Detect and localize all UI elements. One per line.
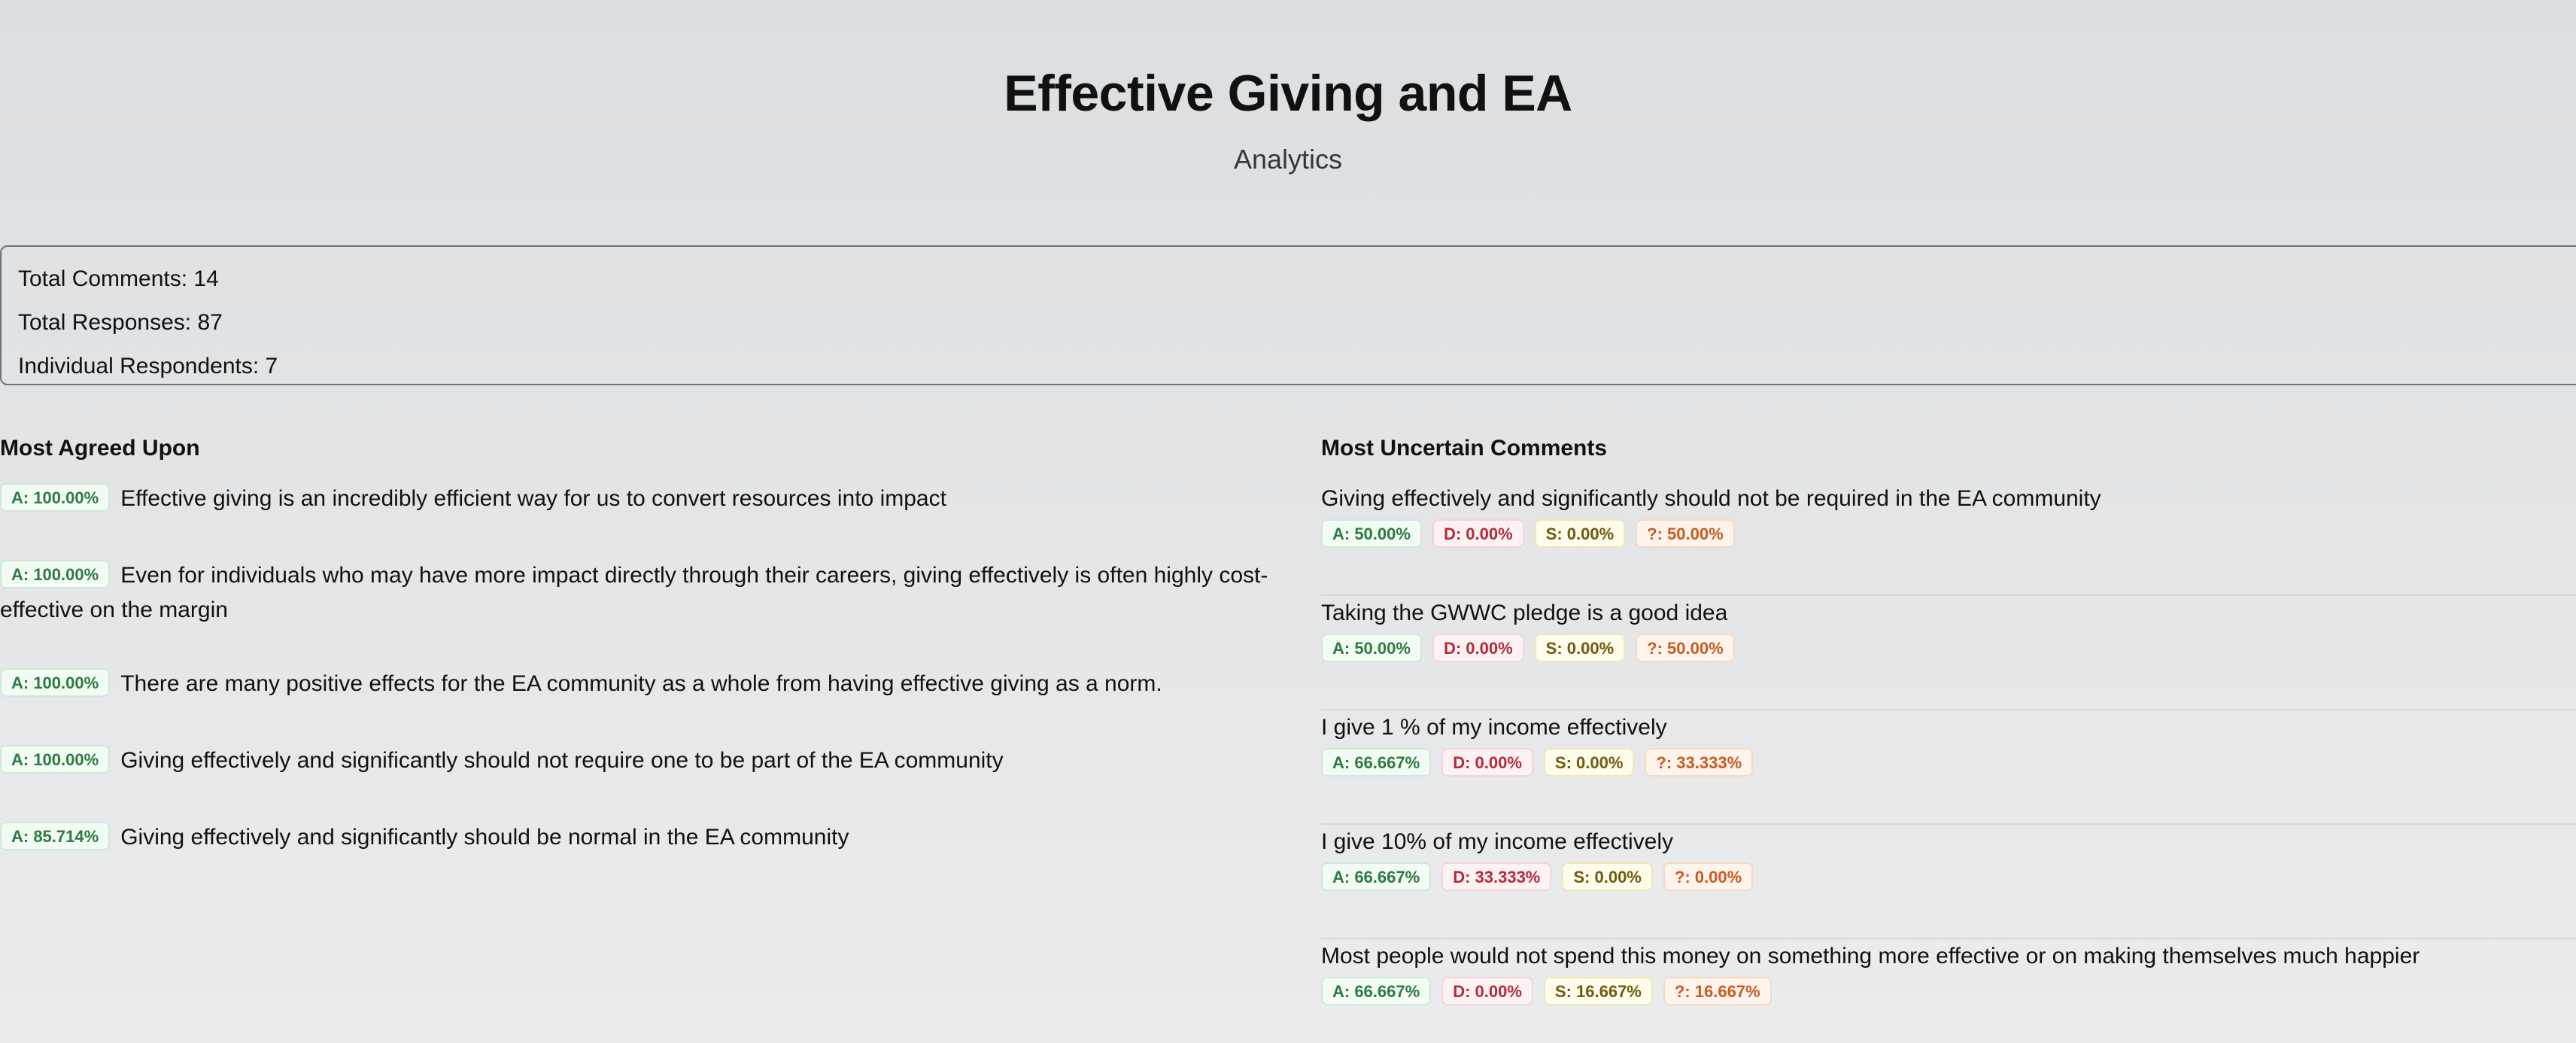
- uncertain-item: [1321, 825, 2576, 939]
- vote-badges: [1321, 862, 2576, 891]
- agree-badge: A: 100.00%: [0, 668, 110, 697]
- agree-badge: A: 50.00%: [1321, 634, 1422, 662]
- agree-badge: A: 100.00%: [0, 745, 110, 774]
- disagree-badge: D: 0.00%: [1441, 977, 1533, 1005]
- agreed-item: [0, 482, 1279, 516]
- agreed-item: [0, 558, 1279, 628]
- disagree-badge: D: 0.00%: [1441, 748, 1533, 777]
- disagree-badge: D: 0.00%: [1432, 634, 1524, 662]
- uncertain-item-text: I give 10% of my income effectively: [1321, 829, 1673, 854]
- skip-badge: S: 0.00%: [1562, 862, 1653, 891]
- vote-badges: [1321, 634, 2576, 662]
- page-title: Effective Giving and EA: [1004, 65, 1572, 122]
- uncertain-item: [1321, 482, 2576, 596]
- agree-badge: A: 50.00%: [1321, 519, 1422, 548]
- vote-badges: [1321, 519, 2576, 548]
- agree-badge: A: 66.667%: [1321, 862, 1431, 891]
- page-header: [0, 0, 2576, 176]
- vote-badges: [1321, 748, 2576, 777]
- unsure-badge: ?: 50.00%: [1636, 519, 1735, 548]
- skip-badge: S: 0.00%: [1535, 519, 1626, 548]
- uncertain-list: [1321, 482, 2576, 1043]
- agree-badge: A: 66.667%: [1321, 748, 1431, 777]
- agreed-item: [0, 743, 1279, 778]
- skip-badge: S: 0.00%: [1535, 634, 1626, 662]
- agree-badge: A: 100.00%: [0, 560, 110, 588]
- total-responses-stat: Total Responses: 87: [18, 310, 223, 335]
- uncertain-item: [1321, 596, 2576, 710]
- unsure-badge: ?: 50.00%: [1636, 634, 1735, 662]
- unsure-badge: ?: 33.333%: [1645, 748, 1753, 777]
- uncertain-item-text: Giving effectively and significantly should not be required in the EA community: [1321, 486, 2101, 511]
- uncertain-item: [1321, 939, 2576, 1043]
- uncertain-item: [1321, 710, 2576, 825]
- most-agreed-section: [0, 432, 1279, 897]
- most-uncertain-section: [1321, 432, 2576, 1043]
- agreed-item-text: Giving effectively and significantly should not require one to be part of the EA community: [120, 748, 1004, 773]
- total-comments-stat: Total Comments: 14: [18, 266, 219, 291]
- agreed-item-text: There are many positive effects for the EA community as a whole from having effective giving as a norm.: [120, 671, 1162, 696]
- disagree-badge: D: 0.00%: [1432, 519, 1524, 548]
- agreed-item: [0, 820, 1279, 855]
- uncertain-item-text: Most people would not spend this money on something more effective or on making themselves much happier: [1321, 944, 2420, 968]
- unsure-badge: ?: 16.667%: [1663, 977, 1772, 1005]
- skip-badge: S: 16.667%: [1544, 977, 1653, 1005]
- individual-respondents-stat: Individual Respondents: 7: [18, 354, 278, 379]
- agree-badge: A: 66.667%: [1321, 977, 1431, 1005]
- uncertain-item-text: I give 1 % of my income effectively: [1321, 715, 1667, 740]
- unsure-badge: ?: 0.00%: [1663, 862, 1753, 891]
- agreed-item: [0, 667, 1279, 701]
- page-subtitle: Analytics: [1233, 144, 1343, 175]
- most-uncertain-title: Most Uncertain Comments: [1321, 436, 1608, 461]
- disagree-badge: D: 33.333%: [1441, 862, 1551, 891]
- stats-panel: [0, 245, 2576, 385]
- agreed-item-text: Even for individuals who may have more impact directly through their careers, giving effectively is often highly cost-effective on the margin: [0, 563, 1268, 622]
- agree-badge: A: 100.00%: [0, 483, 110, 512]
- most-agreed-title: Most Agreed Upon: [0, 436, 200, 461]
- skip-badge: S: 0.00%: [1544, 748, 1635, 777]
- vote-badges: [1321, 977, 2576, 1005]
- agree-badge: A: 85.714%: [0, 822, 110, 850]
- uncertain-item-text: Taking the GWWC pledge is a good idea: [1321, 601, 1728, 625]
- agreed-item-text: Giving effectively and significantly should be normal in the EA community: [120, 825, 849, 850]
- agreed-item-text: Effective giving is an incredibly efficient way for us to convert resources into impact: [120, 486, 946, 511]
